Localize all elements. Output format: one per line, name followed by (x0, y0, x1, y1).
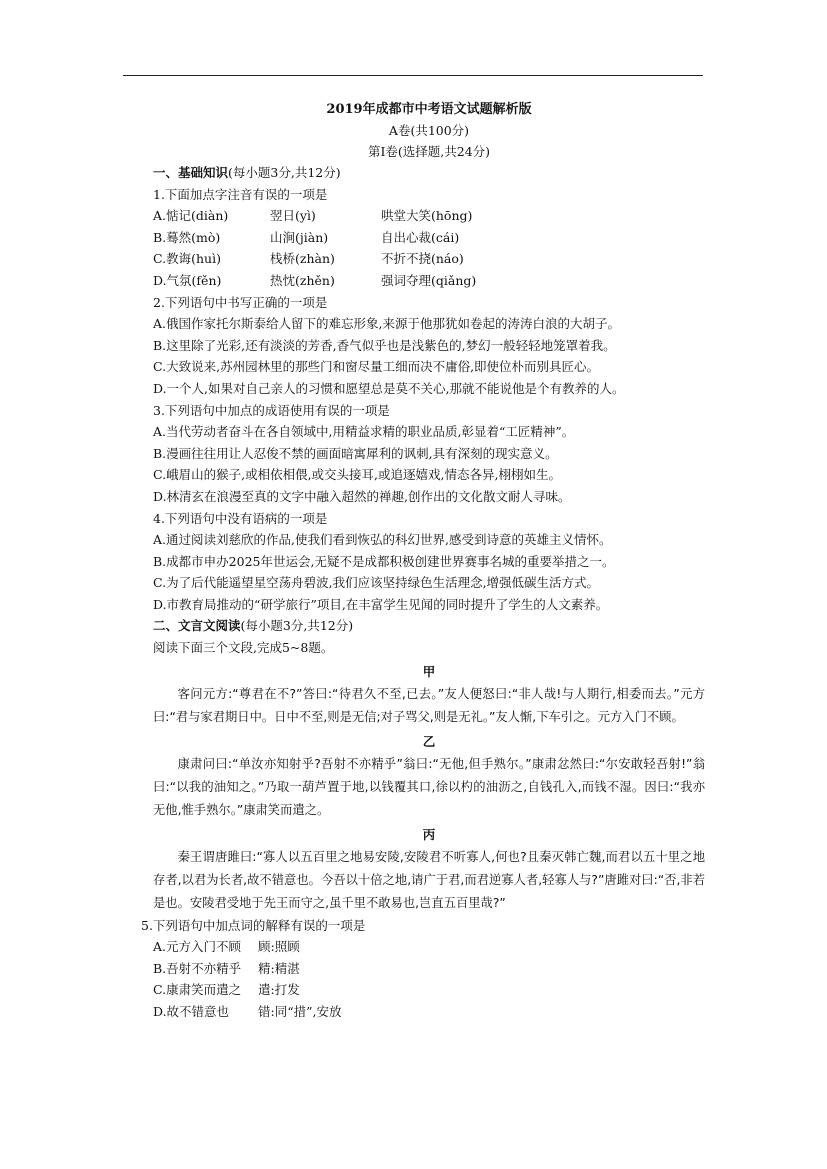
q5-a-sentence: A.元方入门不顾 (153, 939, 242, 955)
q5-option-d (153, 1001, 705, 1023)
q2-option-c: C.大致说来,苏州园林里的那些门和窗尽量工细而决不庸俗,即使位朴而别具匠心。 (153, 359, 600, 375)
q3-option-c: C.峨眉山的猴子,或相依相偎,或交头接耳,或追逐嬉戏,情态各异,栩栩如生。 (153, 467, 561, 483)
q3-option-d: D.林清玄在浪漫至真的文字中融入超然的禅趣,创作出的文化散文耐人寻味。 (153, 488, 571, 504)
q4-option-b: B.成都市申办2025年世运会,无疑不是成都积极创建世界赛事名城的重要举措之一。 (153, 553, 615, 569)
q1-option-a (153, 205, 705, 227)
section2-note: (每小题3分,共12分) (240, 618, 354, 634)
volume-label: A卷(共100分) (388, 123, 470, 138)
section2-intro: 阅读下面三个文段,完成5~8题。 (153, 640, 334, 656)
q2-stem: 2.下列语句中书写正确的一项是 (153, 294, 328, 310)
q5-c-gloss: 遣:打发 (258, 982, 300, 998)
passage-bing-title: 丙 (422, 826, 436, 842)
q5-a-gloss: 顾:照顾 (258, 939, 300, 955)
q1-stem: 1.下面加点字注音有误的一项是 (153, 186, 328, 202)
section2-label: 文言文阅读 (178, 618, 241, 634)
header-rule (123, 75, 703, 76)
q1-d-word1: D.气氛(fěn) (153, 272, 222, 288)
q1-c-word2: 栈桥(zhàn) (270, 251, 335, 267)
q1-a-word1: A.惦记(diàn) (153, 208, 229, 224)
q1-d-word2: 热忱(zhěn) (270, 272, 335, 288)
q5-b-sentence: B.吾射不亦精乎 (153, 960, 242, 976)
section1-label: 基础知识 (178, 165, 229, 180)
q3-stem: 3.下列语句中加点的成语使用有误的一项是 (153, 402, 390, 418)
q2-option-b: B.这里除了光彩,还有淡淡的芳香,香气似乎也是浅紫色的,梦幻一般轻轻地笼罩着我。 (153, 337, 616, 353)
q1-option-d (153, 270, 705, 292)
passage-bing-text: 秦王谓唐雎曰:“寡人以五百里之地易安陵,安陵君不听寡人,何也?且秦灭韩亡魏,而君以五十里之地存者,以君为长者,故不错意也。今吾以十倍之地,请广于君,而君逆寡人者,轻寡人与?”唐雎对曰:“否,非若是也。安陵君受地于先王而守之,虽千里不敢易也,岂直五百里哉?” (153, 849, 705, 910)
q5-d-sentence: D.故不错意也 (153, 1004, 230, 1020)
q1-a-word2: 翌日(yì) (270, 208, 316, 224)
q5-c-sentence: C.康肃笑而遣之 (153, 982, 242, 998)
passage-jia-text: 客问元方:“尊君在不?”答曰:“待君久不至,已去。”友人便怒曰:“非人哉!与人期行,相委而去。”元方曰:“君与家君期日中。日中不至,则是无信;对子骂父,则是无礼。”友人惭,下车引之。元方入门不顾。 (153, 686, 705, 724)
q3-option-b: B.漫画往往用让人忍俊不禁的画面暗寓犀利的讽刺,具有深刻的现实意义。 (153, 445, 558, 461)
q5-b-gloss: 精:精湛 (258, 960, 300, 976)
q5-option-a (153, 936, 705, 958)
q1-option-c (153, 248, 705, 270)
q5-stem: 5.下列语句中加点词的解释有误的一项是 (141, 917, 366, 933)
section1-number: 一、 (153, 165, 179, 180)
q1-option-b (153, 227, 705, 249)
q2-option-d: D.一个人,如果对自己亲人的习惯和愿望总是莫不关心,那就不能说他是个有教养的人。 (153, 380, 625, 396)
q4-stem: 4.下列语句中没有语病的一项是 (153, 510, 328, 526)
q1-d-word3: 强词夺理(qiǎng) (381, 272, 477, 288)
page-title: 2019年成都市中考语文试题解析版 (326, 102, 532, 117)
section2-heading (153, 615, 705, 637)
passage-yi-text: 康肃问曰:“单汝亦知射乎?吾射不亦精乎”翁曰:“无他,但手熟尔。”康肃忿然曰:“尔安敢轻吾射!”翁曰:“以我的油知之。”乃取一葫芦置于地,以钱覆其口,徐以杓的油沥之,自钱孔入,而钱不湿。因曰:“我亦无他,惟手熟尔。”康肃笑而遣之。 (153, 756, 705, 817)
section1-note: (每小题3分,共12分) (228, 165, 341, 180)
q1-b-word1: B.蓦然(mò) (153, 229, 221, 245)
q1-b-word2: 山涧(jiàn) (270, 229, 329, 245)
q4-option-d: D.市教育局推动的“研学旅行”项目,在丰富学生见闻的同时提升了学生的人文素养。 (153, 596, 609, 612)
exam-page (141, 98, 705, 1023)
q1-a-word3: 哄堂大笑(hōng) (381, 208, 473, 224)
q5-d-gloss: 错:同“措”,安放 (258, 1004, 342, 1020)
q4-option-a: A.通过阅读刘慈欣的作品,使我们看到恢弘的科幻世界,感受到诗意的英雄主义情怀。 (153, 532, 612, 548)
q4-option-c: C.为了后代能遥望星空荡舟碧波,我们应该坚持绿色生活理念,增强低碳生活方式。 (153, 575, 600, 591)
q1-c-word1: C.教诲(huì) (153, 251, 221, 267)
q1-c-word3: 不折不挠(náo) (381, 251, 464, 267)
passage-yi-title: 乙 (422, 733, 436, 749)
passage-jia-title: 甲 (422, 663, 436, 679)
q3-option-a: A.当代劳动者奋斗在各自领域中,用精益求精的职业品质,彰显着“工匠精神”。 (153, 424, 575, 440)
q1-b-word3: 自出心裁(cái) (381, 229, 460, 245)
q2-option-a: A.俄国作家托尔斯泰给人留下的难忘形象,来源于他那犹如卷起的涛涛白浪的大胡子。 (153, 316, 620, 332)
section2-number: 二、 (153, 618, 179, 634)
q5-option-b (153, 958, 705, 980)
section1-heading (153, 162, 705, 184)
q5-option-c (153, 979, 705, 1001)
part-label: 第Ⅰ卷(选择题,共24分) (367, 144, 491, 159)
